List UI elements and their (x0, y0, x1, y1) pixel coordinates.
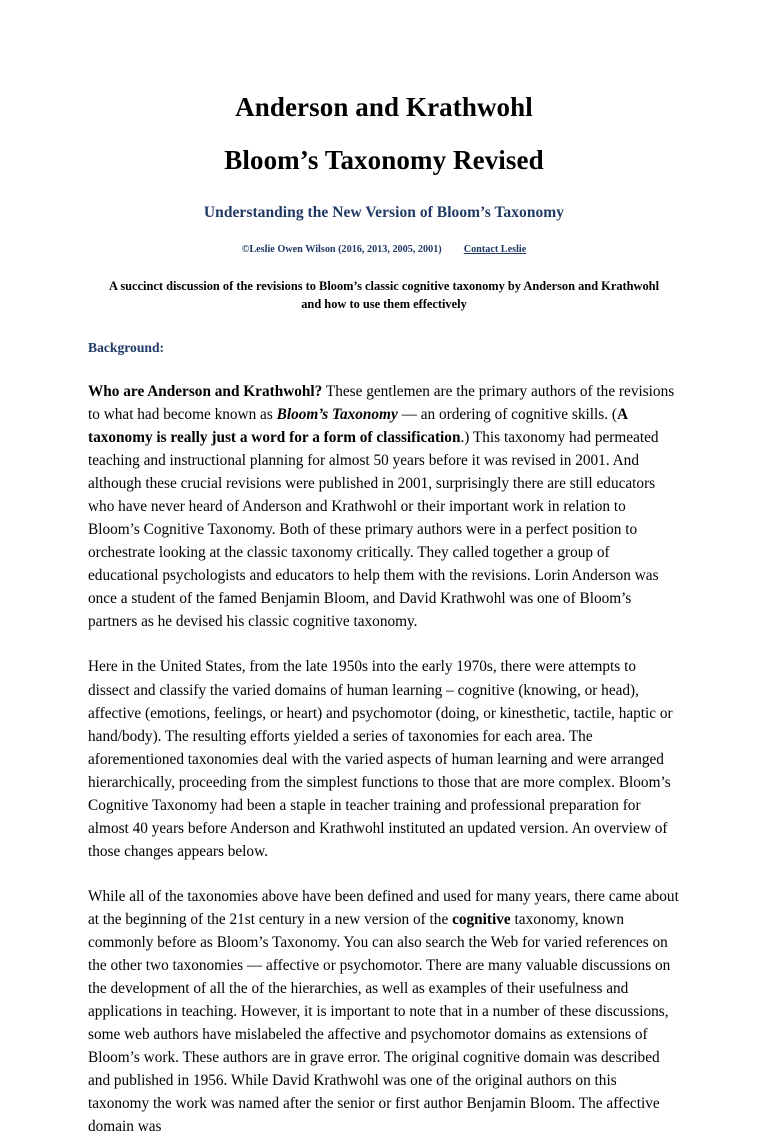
paragraph-1-emphasis-title: Bloom’s Taxonomy (276, 406, 398, 424)
paragraph-2-text: Here in the United States, from the late 1950s into the early 1970s, there were attempts to dissect and classify the varied domains of human learning – cognitive (knowing, or head), affective (emotions, feelings, or heart) and psychomotor (doing, or kinesthetic, tactile, haptic or hand/body). The resulting efforts yielded a series of taxonomies for each area. The aforementioned taxonomies deal with the varied aspects of human learning and were arranged hierarchically, proceeding from the simplest functions to those that are more complex. Bloom’s Cognitive Taxonomy had been a staple in teacher training and professional preparation for almost 40 years before Anderson and Krathwohl instituted an updated version. An overview of those changes appears below. (88, 658, 673, 860)
paragraph-1-segment-2: — an ordering of cognitive skills. ( (397, 406, 617, 424)
page-title-line-1: Anderson and Krathwohl (235, 92, 533, 122)
section-label-background: Background: (88, 340, 165, 356)
contact-leslie-link[interactable]: Contact Leslie (463, 244, 527, 256)
document-blurb: A succinct discussion of the revisions to Bloom’s classic cognitive taxonomy by Anderson and Krathwohl and how to use them effectively (108, 279, 660, 311)
page-title-line-2: Bloom’s Taxonomy Revised (224, 145, 544, 176)
paragraph-3-segment-1: While all of the taxonomies above have been defined and used for many years, there came about at the beginning of the 21st century in a new version of the (88, 887, 679, 928)
copyright-line (88, 222, 680, 255)
paragraph-1-bold-definition: A taxonomy is really just a word for a form of classification (88, 406, 628, 447)
paragraph-3-segment-2: taxonomy, known commonly before as Bloom’s Taxonomy. You can also search the Web for varied references on the other two taxonomies — affective or psychomotor. There are many valuable discussions on the development of all the of the hierarchies, as well as examples of their usefulness and applications in teaching. However, it is important to note that in a number of these discussions, some web authors have mislabeled the affective and psychomotor domains as extensions of Bloom’s work. These authors are in grave error. The original cognitive domain was described and published in 1956. While David Krathwohl was one of the original authors on this taxonomy the work was named after the senior or first author Benjamin Bloom. The affective domain was (88, 910, 671, 1135)
body-paragraph-1 (88, 356, 680, 633)
paragraph-3-bold-cognitive: cognitive (452, 910, 511, 928)
body-paragraph-2 (88, 633, 680, 862)
paragraph-1-segment-3: .) This taxonomy had permeated teaching and instructional planning for almost 50 years before it was revised in 2001. And although these crucial revisions were published in 2001, surprisingly there are still educators who have never heard of Anderson and Krathwohl or their important work in relation to Bloom’s Cognitive Taxonomy. Both of these primary authors were in a perfect position to orchestrate looking at the classic taxonomy critically. They called together a group of educational psychologists and educators to help them with the revisions. Lorin Anderson was once a student of the famed Benjamin Bloom, and David Krathwohl was one of Bloom’s partners as he devised his classic cognitive taxonomy. (88, 429, 659, 631)
paragraph-1-lead-question: Who are Anderson and Krathwohl? (88, 383, 323, 401)
body-paragraph-3 (88, 863, 680, 1138)
paragraph-1-segment-1: These gentlemen are the primary authors of the revisions to what had become known as (88, 383, 675, 424)
page-subtitle: Understanding the New Version of Bloom’s Taxonomy (203, 204, 565, 222)
copyright-text: ©Leslie Owen Wilson (2016, 2013, 2005, 2001) (241, 244, 442, 256)
document-content (88, 0, 680, 1138)
